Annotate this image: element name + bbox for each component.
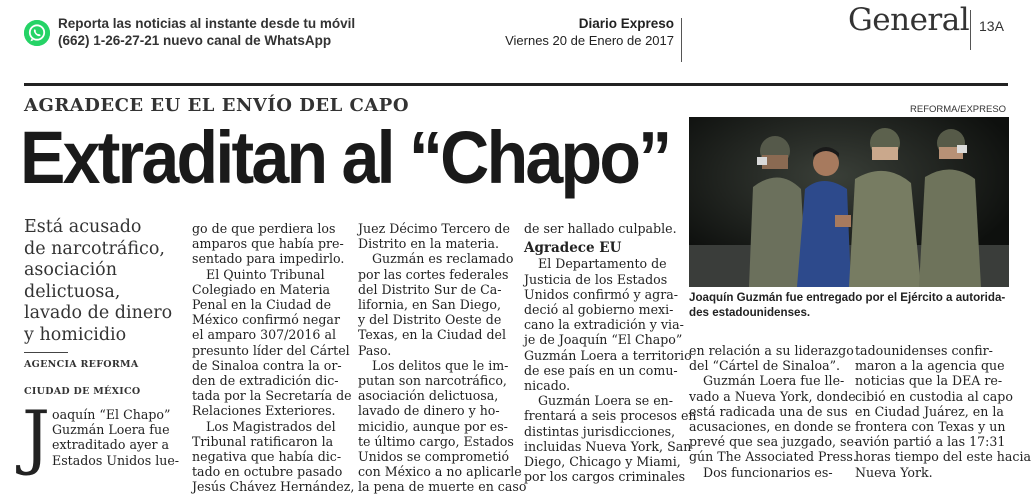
body-line: de ese país en un comu- — [524, 362, 678, 378]
article-column-5 — [689, 343, 858, 480]
body-line: Los Magistrados del — [206, 418, 336, 434]
body-line: la pena de muerte en caso — [358, 479, 527, 495]
summary-line: lavado de dinero — [24, 303, 173, 323]
body-line: incluidas Nueva York, San — [524, 438, 692, 454]
article-photo — [689, 117, 1009, 287]
summary-line: delictuosa, — [24, 281, 121, 302]
body-line: avión partió a las 17:31 — [855, 434, 1006, 450]
body-line: Guzmán Loera a territorio — [524, 347, 692, 363]
body-line: vado a Nueva York, donde — [689, 388, 856, 404]
photo-credit: REFORMA/EXPRESO — [910, 104, 1007, 115]
body-line: Guzmán Loera fue — [52, 422, 170, 438]
summary-line: y homicidio — [24, 324, 127, 345]
body-line: sentado para impedirlo. — [192, 251, 345, 267]
body-line: frontera con Texas y un — [855, 419, 1006, 435]
body-line: por las cortes federales — [358, 266, 509, 282]
body-line: el amparo 307/2016 al — [192, 327, 336, 343]
body-line: putan son narcotráfico, — [358, 373, 507, 389]
body-line: Penal en la Ciudad de — [192, 297, 332, 313]
body-line: Guzmán Loera se en- — [538, 393, 674, 409]
body-line: Distrito en la materia. — [358, 236, 499, 252]
body-line: deció al gobierno mexi- — [524, 302, 674, 318]
whatsapp-icon — [24, 20, 50, 46]
body-line: Dos funcionarios es- — [703, 464, 833, 480]
body-line: Unidos se comprometió — [358, 449, 510, 465]
body-line: tadounidenses confir- — [855, 343, 993, 358]
body-line: tada por la Secretaría de — [192, 388, 352, 404]
body-line: oaquín “El Chapo” — [52, 407, 171, 422]
article-column-2 — [192, 221, 354, 495]
header-divider — [681, 18, 682, 62]
body-line: extraditado ayer a — [52, 437, 170, 453]
article-kicker: AGRADECE EU EL ENVÍO DEL CAPO — [24, 95, 409, 116]
article-column-1 — [52, 407, 179, 468]
body-line: horas tiempo del este hacia — [855, 449, 1032, 465]
photo-caption-line: des estadounidenses. — [689, 306, 811, 319]
drop-cap: J — [22, 396, 51, 478]
body-line: en Ciudad Juárez, en la — [855, 403, 1004, 419]
body-line: está radicada una de sus — [689, 403, 848, 419]
page-number: 13A — [979, 18, 1004, 34]
whatsapp-promo-line2: (662) 1-26-27-21 nuevo canal de WhatsApp — [58, 33, 332, 48]
article-column-3 — [358, 221, 526, 495]
body-line: prevé que sea juzgado, se- — [689, 434, 859, 450]
header-rule — [24, 83, 1008, 86]
article-column-6 — [855, 343, 1031, 480]
body-line: Colegiado en Materia — [192, 281, 330, 297]
body-line: tado en octubre pasado — [192, 464, 343, 480]
body-line: asociación delictuosa, — [358, 388, 499, 404]
body-line: noticias que la DEA re- — [855, 373, 1003, 389]
body-line: den de extradición dic- — [192, 373, 339, 389]
body-line: Justicia de los Estados — [524, 271, 668, 287]
body-line: Guzmán es reclamado — [372, 251, 514, 267]
photo-caption — [689, 290, 1009, 320]
article-column-4 — [524, 221, 697, 484]
body-line: acusaciones, en donde se — [689, 419, 852, 435]
body-line: cibió en custodia al capo — [855, 388, 1013, 404]
body-line: El Departamento de — [538, 256, 667, 272]
body-line: cano la extradición y via- — [524, 317, 684, 333]
body-line: en relación a su liderazgo — [689, 343, 854, 358]
body-line: je de Joaquín “El Chapo” — [524, 332, 683, 348]
photo-caption-line: Joaquín Guzmán fue entregado por el Ejército a autorida- — [689, 291, 1006, 304]
body-line: lifornia, en San Diego, — [358, 297, 502, 313]
body-line: El Quinto Tribunal — [206, 266, 325, 282]
body-line: de Sinaloa contra la or- — [192, 357, 342, 373]
body-line: y del Distrito Oeste de — [358, 312, 502, 328]
body-line: frentará a seis procesos en — [524, 408, 697, 424]
body-line: por los cargos criminales — [524, 469, 686, 485]
body-line: Diego, Chicago y Miami, — [524, 454, 681, 470]
issue-date: Viernes 20 de Enero de 2017 — [505, 33, 674, 48]
article-summary — [24, 217, 174, 346]
dateline-city: CIUDAD DE MÉXICO — [24, 386, 141, 397]
body-line: presunto líder del Cártel — [192, 342, 350, 358]
summary-line: de narcotráfico, — [24, 238, 165, 259]
article-subhead: Agradece EU — [524, 240, 622, 257]
body-line: Estados Unidos lue- — [52, 452, 180, 468]
section-divider — [970, 10, 971, 50]
body-line: maron a la agencia que — [855, 358, 1005, 374]
body-line: México confirmó negar — [192, 312, 340, 328]
body-line: Paso. — [358, 342, 392, 358]
body-line: Relaciones Exteriores. — [192, 403, 336, 419]
body-line: amparos que había pre- — [192, 236, 344, 252]
newspaper-name: Diario Expreso — [578, 16, 674, 31]
body-line: distintas jurisdicciones, — [524, 423, 676, 439]
body-line: Guzmán Loera fue lle- — [703, 373, 845, 389]
body-line: Texas, en la Ciudad del — [358, 327, 507, 343]
body-line: Los delitos que le im- — [372, 357, 509, 373]
body-line: Tribunal ratificaron la — [192, 433, 334, 449]
summary-line: asociación — [24, 260, 117, 280]
body-line: gún The Associated Press. — [689, 449, 857, 465]
body-line: go de que perdiera los — [192, 221, 336, 236]
summary-rule — [24, 352, 68, 353]
body-line: Unidos confirmó y agra- — [524, 286, 679, 302]
byline-agency: AGENCIA REFORMA — [24, 359, 139, 370]
body-line: del Distrito Sur de Ca- — [358, 281, 502, 297]
body-line: del “Cártel de Sinaloa”. — [689, 358, 841, 374]
body-line: micidio, aunque por es- — [358, 418, 508, 434]
body-line: Jesús Chávez Hernández, — [192, 479, 355, 495]
article-headline: Extraditan al “Chapo” — [20, 116, 670, 199]
body-line: nicado. — [524, 378, 571, 394]
section-title: General — [848, 2, 970, 38]
body-line: te último cargo, Estados — [358, 433, 514, 449]
body-line: de ser hallado culpable. — [524, 221, 677, 236]
body-line: lavado de dinero y ho- — [358, 403, 500, 419]
body-line: negativa que había dic- — [192, 449, 342, 465]
body-line: con México a no aplicarle — [358, 464, 522, 480]
whatsapp-promo-line1: Reporta las noticias al instante desde tu móvil — [58, 16, 356, 31]
summary-line: Está acusado — [24, 217, 142, 237]
body-line: Nueva York. — [855, 464, 933, 480]
body-line: Juez Décimo Tercero de — [358, 221, 510, 236]
